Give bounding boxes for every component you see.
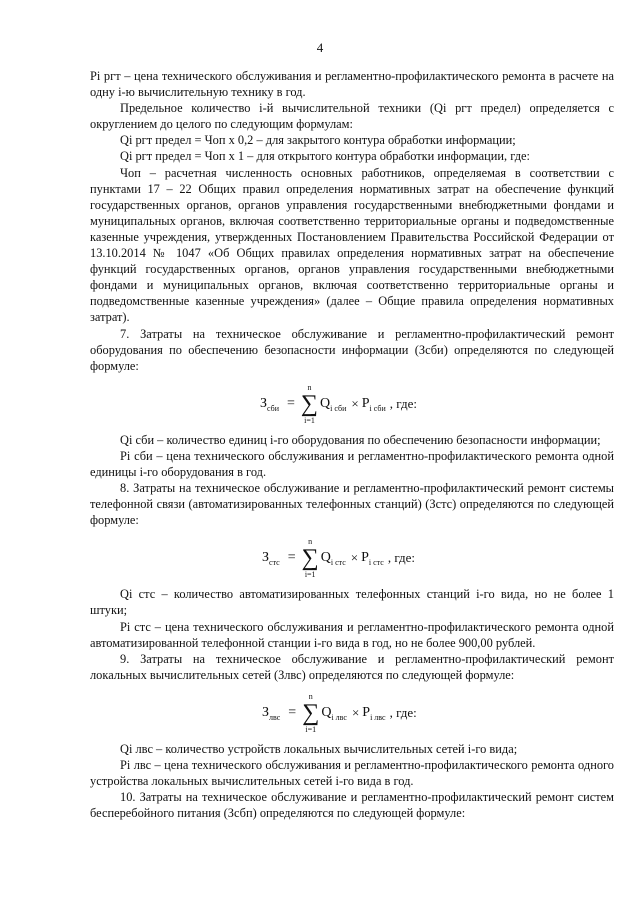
sum-operator — [301, 383, 318, 425]
paragraph: Qi ргт предел = Чоп х 1 – для открытого контура обработки информации, где: — [120, 149, 530, 164]
formula-times: × — [351, 395, 359, 411]
formula-q: Q — [320, 395, 331, 411]
paragraph: Pi ргт – цена технического обслуживания и регламентно-профилактического ремонта в расчете на одну i-ю вычислительную технику в год. — [90, 69, 614, 100]
formula-lhs-subscript: сби — [267, 403, 280, 413]
sum-lower-limit: i=1 — [304, 570, 316, 580]
sum-upper-limit: n — [308, 537, 313, 547]
formula-lhs-subscript: стс — [269, 558, 280, 568]
paragraph: Qi лвс – количество устройств локальных вычислительных сетей i-го вида; — [120, 741, 518, 756]
formula-p: P — [362, 704, 371, 720]
paragraph: Предельное количество i-й вычислительной техники (Qi ргт предел) определяется с округлением до целого по следующим формулам: — [90, 101, 614, 132]
sigma-symbol: ∑ — [302, 699, 320, 726]
sum-upper-limit: n — [307, 382, 312, 392]
sigma-symbol: ∑ — [300, 390, 319, 417]
paragraph: Pi сби – цена технического обслуживания и регламентно-профилактического ремонта одной единицы i-го оборудования в год. — [90, 448, 614, 479]
formula-tail: , где: — [389, 704, 417, 720]
formula-tail: , где: — [389, 395, 417, 411]
sum-lower-limit: i=1 — [304, 415, 315, 425]
formula-lhs: З — [262, 704, 270, 720]
paragraph: 8. Затраты на техническое обслуживание и регламентно-профилактический ремонт системы телефонной связи (автоматизированных телефонных станций) (Зстс) определяются по следующей формуле: — [90, 481, 614, 528]
formula-q-subscript: i сби — [330, 403, 347, 413]
page-number: 4 — [316, 40, 324, 55]
formula-q: Q — [321, 704, 332, 720]
formula-q-subscript: i лвс — [331, 712, 347, 722]
formula-p-subscript: i стс — [368, 558, 384, 568]
sum-operator — [302, 537, 319, 579]
formula-times: × — [350, 550, 359, 566]
sigma-symbol: ∑ — [301, 545, 319, 572]
paragraph: 7. Затраты на техническое обслуживание и регламентно-профилактический ремонт оборудования по обеспечению безопасности информации (Зсби) определяются по следующей формуле: — [90, 326, 614, 373]
sum-operator — [302, 692, 319, 734]
sum-lower-limit: i=1 — [305, 724, 317, 734]
formula-lhs: З — [260, 395, 268, 411]
formula-p-subscript: i лвс — [370, 712, 386, 722]
formula-p: P — [361, 550, 369, 566]
document-body — [90, 68, 614, 821]
formula-equals: = — [288, 704, 297, 720]
formula-times: × — [351, 704, 360, 720]
paragraph: Qi ргт предел = Чоп х 0,2 – для закрытого контура обработки информации; — [120, 133, 516, 148]
paragraph: Qi стс – количество автоматизированных телефонных станций i-го вида, но не более 1 штуки; — [90, 587, 614, 618]
formula-equals: = — [287, 550, 296, 566]
formula-p: P — [361, 395, 370, 411]
formula-equals: = — [287, 395, 295, 411]
paragraph: Чоп – расчетная численность основных работников, определяемая в соответствии с пунктами 17 – 22 Общих правил определения нормативных затрат на обеспечение функций государственных органов, органов управления государственными внебюджетными фондами и муниципальных органов, включая соответственно территориальные органы и подведомственные казенные учреждения, утвержденных Постановлением Правительства Российской Федерации от 13.10.2014 № 1047 «Об Общих правилах определения нормативных затрат на обеспечение функций государственных органов, органов управления государственными внебюджетными фондами и муниципальных органов, включая соответственно территориальные органы и подведомственные казенные учреждения» (далее – Общие правила определения нормативных затрат). — [90, 165, 614, 325]
formula-p-subscript: i сби — [369, 403, 386, 413]
paragraph: Pi лвс – цена технического обслуживания и регламентно-профилактического ремонта одного устройства локальных вычислительных сетей i-го вида в год. — [90, 758, 614, 789]
formula — [90, 689, 614, 737]
paragraph: Pi стс – цена технического обслуживания и регламентно-профилактического ремонта одной автоматизированной телефонной станции i-го вида в год, но не более 900,00 рублей. — [90, 619, 614, 650]
formula — [90, 534, 614, 582]
formula-lhs-subscript: лвс — [269, 712, 281, 722]
formula-q-subscript: i стс — [330, 558, 346, 568]
paragraph: 10. Затраты на техническое обслуживание и регламентно-профилактический ремонт систем бесперебойного питания (Зсбп) определяются по следующей формуле: — [90, 790, 614, 821]
paragraph: Qi сби – количество единиц i-го оборудования по обеспечению безопасности информации; — [120, 432, 601, 447]
formula-q: Q — [320, 550, 331, 566]
formula-tail: , где: — [387, 550, 416, 566]
sum-upper-limit: n — [308, 691, 313, 701]
formula — [90, 380, 614, 428]
paragraph: 9. Затраты на техническое обслуживание и регламентно-профилактический ремонт локальных вычислительных сетей (Злвс) определяются по следующей формуле: — [90, 651, 614, 682]
formula-lhs: З — [262, 550, 270, 566]
